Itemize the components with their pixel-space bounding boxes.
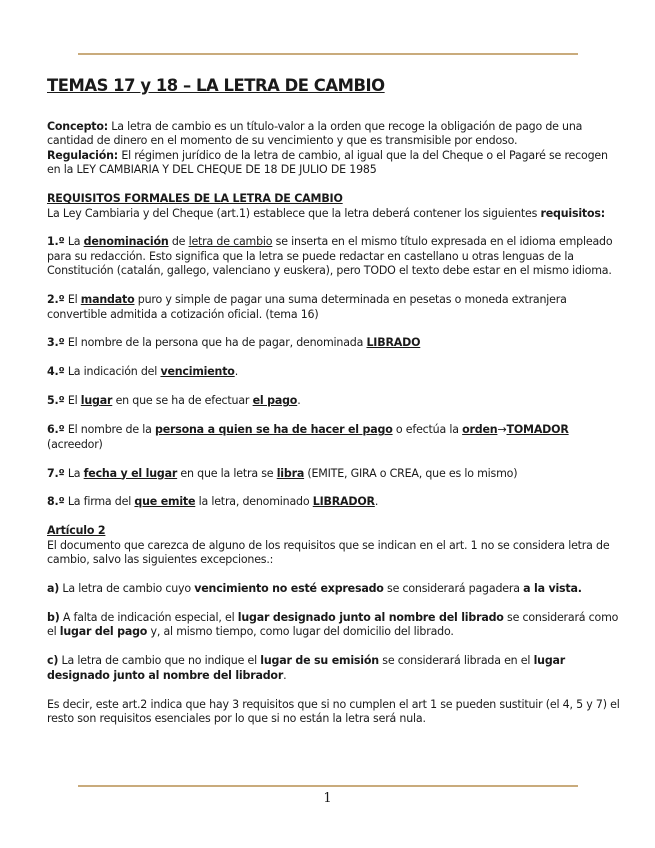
concepto-paragraph: [47, 120, 622, 149]
excepcion-c: c) La letra de cambio que no indique el lugar de su emisión se considerará librada en el lugar designado junto al nombre del librador.: [47, 654, 566, 682]
concepto-text: La letra de cambio es un título-valor a la orden que recoge la obligación de pago de una cantidad de dinero en el momento de su vencimiento y que es transmisible por endoso.: [47, 120, 583, 148]
regulacion-label: Regulación:: [47, 148, 119, 162]
excepcion-b: b) A falta de indicación especial, el lugar designado junto al nombre del librado se considerará como el lugar del pago y, al mismo tiempo, como lugar del domicilio del librado.: [47, 610, 619, 639]
articulo-2-intro: El documento que carezca de alguno de los requisitos que se indican en el art. 1 no se considera letra de cambio, salvo las siguientes excepciones.:: [47, 538, 610, 567]
header-rule: [78, 53, 578, 55]
requisito-8: 8.º La firma del que emite la letra, denominado LIBRADOR.: [47, 495, 379, 509]
concepto-label: Concepto:: [47, 120, 108, 133]
requisito-3: 3.º El nombre de la persona que ha de pagar, denominada LIBRADO: [47, 336, 421, 350]
requisito-6: 6.º El nombre de la persona a quien se ha de hacer el pago o efectúa la orden→TOMADOR (acreedor): [47, 423, 569, 451]
excepcion-a: a) La letra de cambio cuyo vencimiento no esté expresado se considerará pagadera a la vista.: [47, 582, 582, 596]
footer-rule: [78, 785, 578, 787]
document-body: [47, 76, 622, 741]
requisito-4: 4.º La indicación del vencimiento.: [47, 365, 238, 379]
articulo-2-heading: Artículo 2: [47, 524, 106, 538]
requisito-7: 7.º La fecha y el lugar en que la letra se libra (EMITE, GIRA o CREA, que es lo mismo): [47, 466, 518, 480]
regulacion-text: El régimen jurídico de la letra de cambio, al igual que la del Cheque o el Pagaré se recogen en la LEY CAMBIARIA Y DEL CHEQUE DE 18 DE JULIO DE 1985: [47, 148, 608, 177]
requisito-1: 1.º La denominación de letra de cambio se inserta en el mismo título expresada en el idioma empleado para su redacción. Esto significa que la letra se puede redactar en castellano u otras lenguas de la Constitución (catalán, gallego, valenciano y euskera), pero TODO el texto debe estar en el mismo idioma.: [47, 235, 613, 278]
conclusion-paragraph: Es decir, este art.2 indica que hay 3 requisitos que si no cumplen el art 1 se pueden sustituir (el 4, 5 y 7) el resto son requisitos esenciales por lo que si no están la letra será nula.: [47, 697, 620, 725]
arrow-icon: →: [497, 423, 507, 437]
requisito-2: 2.º El mandato puro y simple de pagar una suma determinada en pesetas o moneda extranjera convertible admitida a cotización oficial. (tema 16): [47, 293, 567, 321]
page-number: 1: [323, 791, 332, 806]
requisito-5: 5.º El lugar en que se ha de efectuar el pago.: [47, 394, 301, 408]
page-title: TEMAS 17 y 18 – LA LETRA DE CAMBIO: [47, 76, 385, 95]
requisitos-heading: REQUISITOS FORMALES DE LA LETRA DE CAMBIO: [47, 192, 343, 206]
regulacion-paragraph: [47, 149, 622, 178]
requisitos-intro: La Ley Cambiaria y del Cheque (art.1) establece que la letra deberá contener los siguientes requisitos:: [47, 206, 605, 220]
